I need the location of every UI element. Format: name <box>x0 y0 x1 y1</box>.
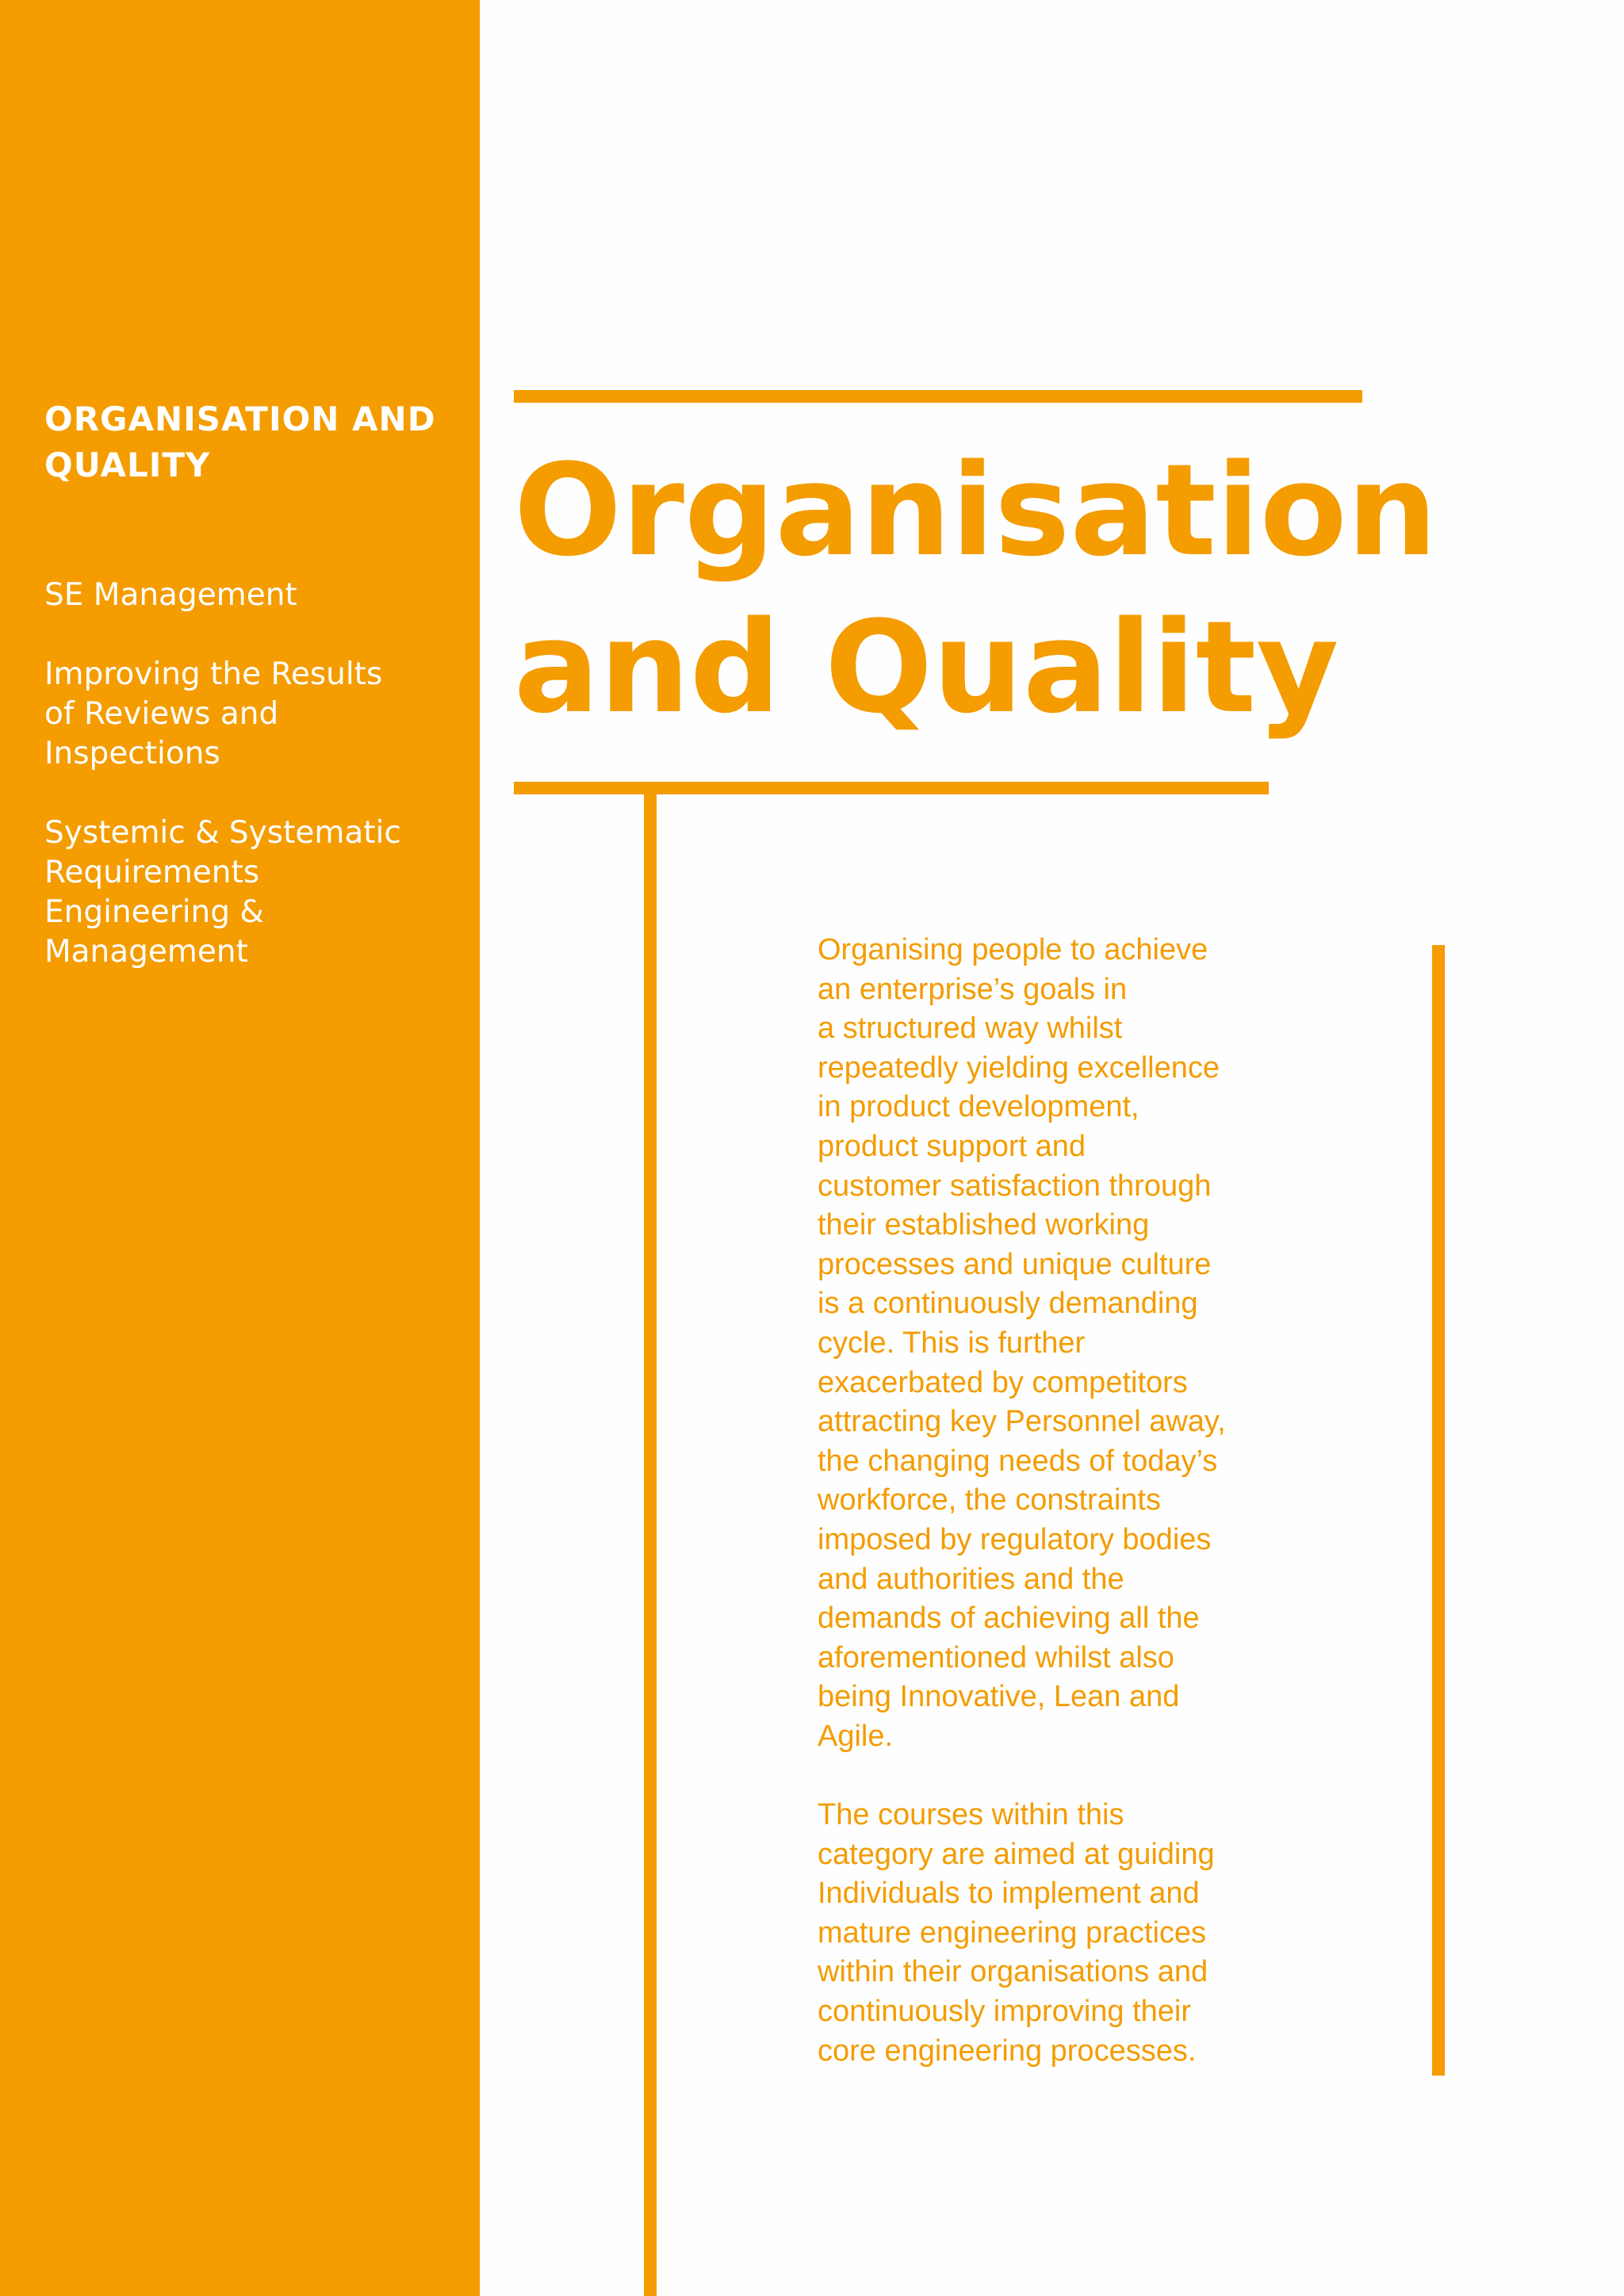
sidebar-item-reviews-inspections[interactable]: Improving the Results of Reviews and Inspections <box>44 656 383 771</box>
sidebar-nav <box>44 576 473 1012</box>
intro-paragraph-2: The courses within this category are aimed at guiding Individuals to implement and mature engineering practices within their organisations and continuously improving their core engineering processes. <box>818 1798 1215 2068</box>
left-vertical-rule <box>644 794 657 2296</box>
sidebar-item-requirements-engineering[interactable]: Systemic & Systematic Requirements Engineering & Management <box>44 815 401 970</box>
right-vertical-rule <box>1432 945 1445 2076</box>
sidebar-heading: ORGANISATION AND QUALITY <box>44 400 436 484</box>
title-top-rule <box>514 390 1362 403</box>
sidebar <box>0 0 480 2296</box>
title-bottom-rule <box>514 782 1269 794</box>
page-title: Organisation and Quality <box>514 436 1438 741</box>
sidebar-item-se-management[interactable]: SE Management <box>44 577 297 613</box>
intro-text <box>818 931 1262 2110</box>
intro-paragraph-1: Organising people to achieve an enterprise’s goals in a structured way whilst repeatedly yielding excellence in product development, product support and customer satisfaction through their established working processes and unique culture is a continuously demanding cycle. This is further exacerbated by competitors attracting key Personnel away, the changing needs of today’s workforce, the constraints imposed by regulatory bodies and authorities and the demands of achieving all the aforementioned whilst also being Innovative, Lean and Agile. <box>818 933 1226 1753</box>
